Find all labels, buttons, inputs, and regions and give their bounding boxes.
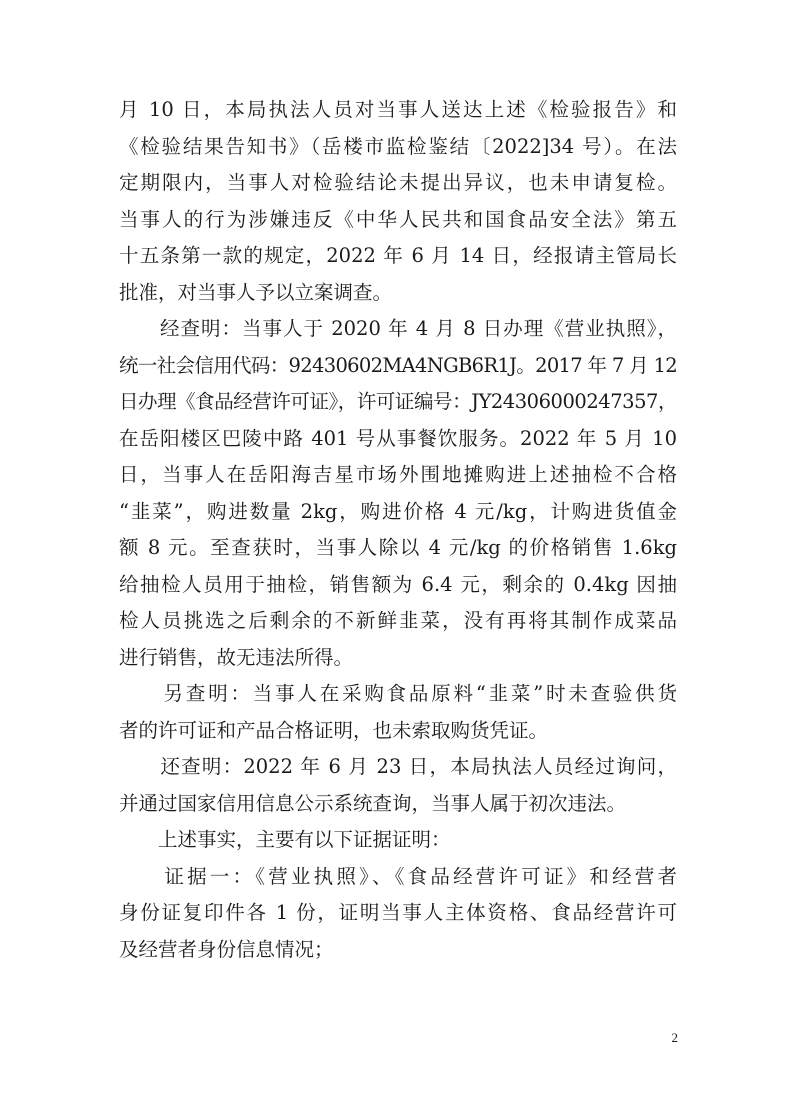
text-line: 批准，对当事人予以立案调查。 xyxy=(119,280,393,304)
text-line: 日办理《食品经营许可证》，许可证编号：JY24306000247357， xyxy=(119,390,677,413)
text-line: 定期限内，当事人对检验结论未提出异议，也未申请复检。 xyxy=(119,171,677,194)
text-line: 在岳阳楼区巴陵中路 401 号从事餐饮服务。2022 年 5 月 10 xyxy=(119,426,677,450)
text-line: 经查明：当事人于 2020 年 4 月 8 日办理《营业执照》， xyxy=(119,317,677,340)
text-line: 并通过国家信用信息公示系统查询，当事人属于初次违法。 xyxy=(119,791,627,815)
text-line: 十五条第一款的规定，2022 年 6 月 14 日，经报请主管局长 xyxy=(119,244,677,267)
page-number: 2 xyxy=(671,1030,678,1045)
text-line: 给抽检人员用于抽检，销售额为 6.4 元，剩余的 0.4kg 因抽 xyxy=(119,572,677,596)
text-line: 上述事实，主要有以下证据证明： xyxy=(119,828,451,851)
text-line: 证据一：《营业执照》、《食品经营许可证》和经营者 xyxy=(119,864,677,888)
text-line: 进行销售，故无违法所得。 xyxy=(119,645,354,669)
text-line: 统一社会信用代码：92430602MA4NGB6R1J。2017 年 7 月 12 xyxy=(119,353,677,377)
text-line: 当事人的行为涉嫌违反《中华人民共和国食品安全法》第五 xyxy=(119,207,677,231)
text-line: 另查明：当事人在采购食品原料“韭菜”时未查验供货 xyxy=(119,682,677,705)
text-line: 月 10 日，本局执法人员对当事人送达上述《检验报告》和 xyxy=(119,98,677,121)
text-line: “韭菜”，购进数量 2kg，购进价格 4 元/kg，计购进货值金 xyxy=(119,499,677,523)
text-line: 日，当事人在岳阳海吉星市场外围地摊购进上述抽检不合格 xyxy=(119,463,677,486)
text-line: 身份证复印件各 1 份，证明当事人主体资格、食品经营许可 xyxy=(119,901,677,924)
text-line: 者的许可证和产品合格证明，也未索取购货凭证。 xyxy=(119,718,549,742)
text-line: 额 8 元。至查获时，当事人除以 4 元/kg 的价格销售 1.6kg xyxy=(119,536,677,559)
text-line: 检人员挑选之后剩余的不新鲜韭菜，没有再将其制作成菜品 xyxy=(119,609,677,632)
text-line: 还查明：2022 年 6 月 23 日，本局执法人员经过询问， xyxy=(119,755,677,778)
text-line: 《检验结果告知书》（岳楼市监检鉴结〔2022]34 号）。在法 xyxy=(119,134,677,158)
document-body xyxy=(119,92,677,968)
text-line: 及经营者身份信息情况； xyxy=(119,937,334,961)
